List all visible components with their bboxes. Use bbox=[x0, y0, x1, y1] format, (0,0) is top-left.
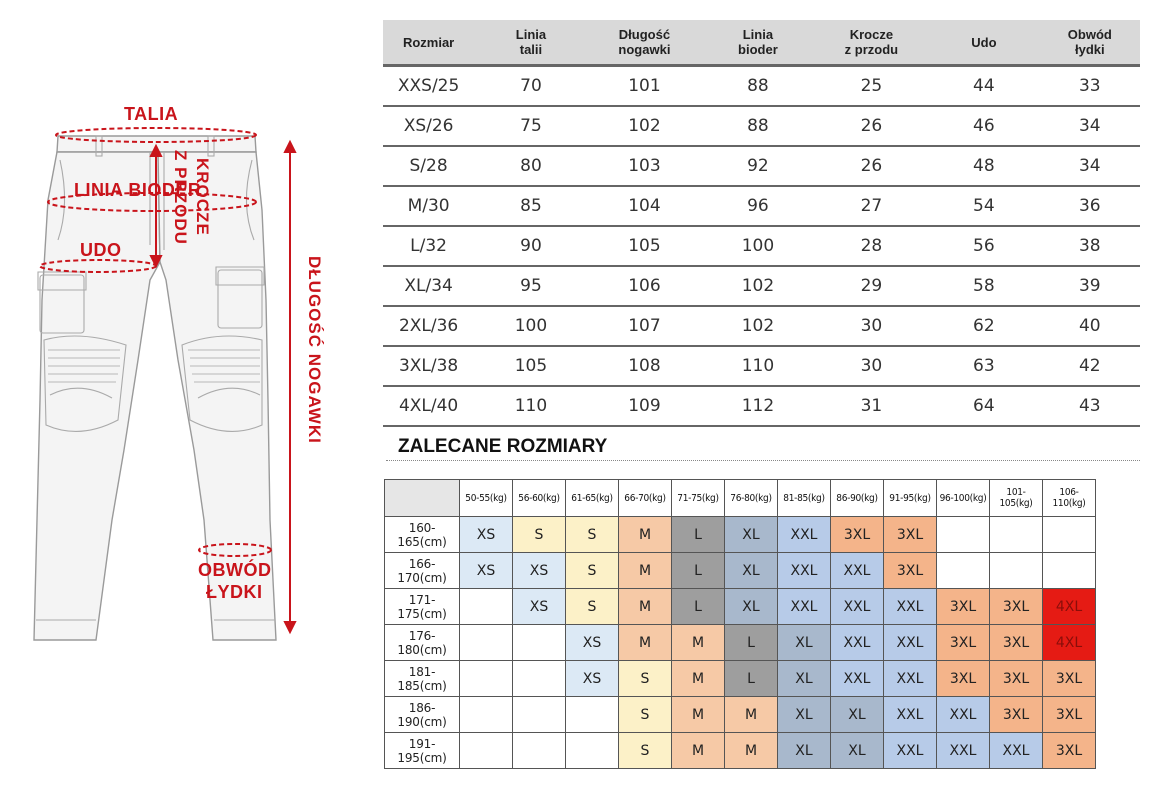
measurement-cell: 102 bbox=[701, 306, 814, 346]
measurement-cell: 36 bbox=[1040, 186, 1140, 226]
height-header-cell: 181-185(cm) bbox=[385, 661, 460, 697]
recommended-size-cell bbox=[513, 661, 566, 697]
header-waist: Linia talii bbox=[474, 20, 587, 66]
recommended-size-cell: S bbox=[566, 553, 619, 589]
pants-measurement-diagram bbox=[0, 0, 380, 789]
measurement-cell: 26 bbox=[815, 106, 928, 146]
measurement-cell: 46 bbox=[928, 106, 1039, 146]
weight-header-row bbox=[385, 480, 1096, 517]
recommended-size-cell: XXL bbox=[937, 733, 990, 769]
recommended-size-cell: 3XL bbox=[884, 517, 937, 553]
table-row bbox=[385, 517, 1096, 553]
measurement-cell: 27 bbox=[815, 186, 928, 226]
recommended-size-cell bbox=[937, 517, 990, 553]
recommended-size-cell: XXL bbox=[884, 733, 937, 769]
measurement-cell: 105 bbox=[474, 346, 587, 386]
recommended-size-cell: XS bbox=[513, 553, 566, 589]
recommended-size-cell bbox=[460, 625, 513, 661]
measurement-cell: 80 bbox=[474, 146, 587, 186]
recommended-size-cell bbox=[1043, 553, 1096, 589]
height-header-cell: 176-180(cm) bbox=[385, 625, 460, 661]
measurement-cell: 34 bbox=[1040, 146, 1140, 186]
left-leg bbox=[34, 152, 160, 640]
weight-header-cell: 66-70(kg) bbox=[619, 480, 672, 517]
measurement-cell: 102 bbox=[701, 266, 814, 306]
recommended-size-cell: XL bbox=[725, 517, 778, 553]
recommended-size-cell: L bbox=[725, 661, 778, 697]
measurement-cell: 112 bbox=[701, 386, 814, 426]
recommended-size-cell: XS bbox=[460, 553, 513, 589]
recommended-size-cell bbox=[990, 517, 1043, 553]
recommended-size-cell bbox=[566, 733, 619, 769]
measurement-cell: 26 bbox=[815, 146, 928, 186]
recommended-size-cell: M bbox=[672, 733, 725, 769]
measurement-cell: 34 bbox=[1040, 106, 1140, 146]
measurement-cell: 44 bbox=[928, 66, 1039, 107]
recommended-size-cell: M bbox=[672, 661, 725, 697]
size-chart-table bbox=[383, 20, 1140, 427]
recommended-size-cell: XXL bbox=[778, 553, 831, 589]
header-front-rise: Krocze z przodu bbox=[815, 20, 928, 66]
recommended-size-cell bbox=[513, 733, 566, 769]
table-row bbox=[385, 733, 1096, 769]
measurement-cell: 64 bbox=[928, 386, 1039, 426]
size-label-cell: S/28 bbox=[383, 146, 474, 186]
measurement-cell: 58 bbox=[928, 266, 1039, 306]
measurement-cell: 101 bbox=[588, 66, 701, 107]
measurement-cell: 56 bbox=[928, 226, 1039, 266]
measurement-cell: 107 bbox=[588, 306, 701, 346]
recommended-size-cell: 3XL bbox=[937, 625, 990, 661]
recommended-size-cell: XS bbox=[566, 625, 619, 661]
measurement-cell: 25 bbox=[815, 66, 928, 107]
front-label: Z PRZODU bbox=[171, 150, 190, 245]
measurement-cell: 40 bbox=[1040, 306, 1140, 346]
recommended-size-cell bbox=[460, 733, 513, 769]
weight-header-cell: 61-65(kg) bbox=[566, 480, 619, 517]
measurement-cell: 88 bbox=[701, 106, 814, 146]
height-header-cell: 186-190(cm) bbox=[385, 697, 460, 733]
measurement-cell: 28 bbox=[815, 226, 928, 266]
calf-label-line1: OBWÓD bbox=[198, 560, 272, 580]
recommended-size-cell: 3XL bbox=[1043, 733, 1096, 769]
measurement-cell: 33 bbox=[1040, 66, 1140, 107]
recommended-size-cell: S bbox=[566, 589, 619, 625]
recommended-size-cell: M bbox=[619, 589, 672, 625]
size-label-cell: XXS/25 bbox=[383, 66, 474, 107]
recommended-size-cell: XL bbox=[778, 733, 831, 769]
weight-header-cell: 56-60(kg) bbox=[513, 480, 566, 517]
recommended-size-cell: XXL bbox=[778, 589, 831, 625]
header-size: Rozmiar bbox=[383, 20, 474, 66]
recommended-size-cell: S bbox=[619, 697, 672, 733]
table-row bbox=[385, 553, 1096, 589]
weight-header-cell: 101-105(kg) bbox=[990, 480, 1043, 517]
recommended-size-cell: XXL bbox=[831, 661, 884, 697]
measurement-cell: 110 bbox=[701, 346, 814, 386]
thigh-label: UDO bbox=[80, 240, 122, 260]
table-row bbox=[383, 226, 1140, 266]
recommended-size-cell: 3XL bbox=[937, 589, 990, 625]
measurement-cell: 43 bbox=[1040, 386, 1140, 426]
recommended-size-cell: XXL bbox=[778, 517, 831, 553]
recommended-sizes-title: ZALECANE ROZMIARY bbox=[398, 436, 608, 457]
recommended-size-cell bbox=[513, 697, 566, 733]
recommended-size-cell: XL bbox=[778, 625, 831, 661]
size-label-cell: XL/34 bbox=[383, 266, 474, 306]
recommended-size-cell: XXL bbox=[831, 625, 884, 661]
recommended-size-cell: XL bbox=[778, 661, 831, 697]
table-row bbox=[383, 66, 1140, 107]
measurement-cell: 48 bbox=[928, 146, 1039, 186]
height-header-cell: 171-175(cm) bbox=[385, 589, 460, 625]
measurement-cell: 88 bbox=[701, 66, 814, 107]
measurement-cell: 105 bbox=[588, 226, 701, 266]
recommended-size-cell: XXL bbox=[937, 697, 990, 733]
height-header-cell: 160-165(cm) bbox=[385, 517, 460, 553]
recommended-size-cell: XXL bbox=[831, 553, 884, 589]
recommended-size-cell: S bbox=[566, 517, 619, 553]
recommended-size-cell: XXL bbox=[884, 661, 937, 697]
header-leg-length: Długość nogawki bbox=[588, 20, 701, 66]
recommended-size-cell: 3XL bbox=[1043, 697, 1096, 733]
header-calf: Obwód łydki bbox=[1040, 20, 1140, 66]
recommended-size-cell: XS bbox=[566, 661, 619, 697]
recommended-size-cell bbox=[1043, 517, 1096, 553]
recommended-size-cell: M bbox=[725, 697, 778, 733]
leg-length-label: DŁUGOŚĆ NOGAWKI bbox=[305, 256, 324, 444]
weight-header-cell: 81-85(kg) bbox=[778, 480, 831, 517]
weight-header-cell: 86-90(kg) bbox=[831, 480, 884, 517]
weight-header-cell: 50-55(kg) bbox=[460, 480, 513, 517]
recommended-size-cell: L bbox=[672, 517, 725, 553]
grid-corner-cell bbox=[385, 480, 460, 517]
measurement-cell: 75 bbox=[474, 106, 587, 146]
size-label-cell: L/32 bbox=[383, 226, 474, 266]
recommended-size-cell: 4XL bbox=[1043, 625, 1096, 661]
measurement-cell: 42 bbox=[1040, 346, 1140, 386]
recommended-size-cell: 3XL bbox=[990, 589, 1043, 625]
measurement-cell: 30 bbox=[815, 346, 928, 386]
recommended-size-cell: XS bbox=[513, 589, 566, 625]
recommended-size-cell: M bbox=[672, 697, 725, 733]
recommended-size-cell: XXL bbox=[884, 625, 937, 661]
size-label-cell: XS/26 bbox=[383, 106, 474, 146]
recommended-size-cell: S bbox=[619, 661, 672, 697]
measurement-cell: 96 bbox=[701, 186, 814, 226]
recommended-size-cell: 4XL bbox=[1043, 589, 1096, 625]
recommended-size-cell: M bbox=[619, 517, 672, 553]
measurement-cell: 92 bbox=[701, 146, 814, 186]
header-thigh: Udo bbox=[928, 20, 1039, 66]
recommended-size-cell: XXL bbox=[831, 589, 884, 625]
weight-header-cell: 71-75(kg) bbox=[672, 480, 725, 517]
recommended-size-cell: 3XL bbox=[884, 553, 937, 589]
recommended-size-cell: S bbox=[513, 517, 566, 553]
recommended-size-cell: XXL bbox=[884, 589, 937, 625]
table-row bbox=[383, 386, 1140, 426]
height-header-cell: 166-170(cm) bbox=[385, 553, 460, 589]
recommended-size-cell: 3XL bbox=[990, 625, 1043, 661]
recommended-size-cell bbox=[937, 553, 990, 589]
recommended-size-cell: 3XL bbox=[937, 661, 990, 697]
recommended-size-cell bbox=[990, 553, 1043, 589]
measurement-cell: 109 bbox=[588, 386, 701, 426]
size-label-cell: M/30 bbox=[383, 186, 474, 226]
measurement-cell: 110 bbox=[474, 386, 587, 426]
height-header-cell: 191-195(cm) bbox=[385, 733, 460, 769]
recommended-size-cell: 3XL bbox=[990, 661, 1043, 697]
table-row bbox=[383, 186, 1140, 226]
weight-header-cell: 106-110(kg) bbox=[1043, 480, 1096, 517]
recommended-size-cell: XXL bbox=[884, 697, 937, 733]
measurement-cell: 104 bbox=[588, 186, 701, 226]
table-row bbox=[383, 266, 1140, 306]
measurement-cell: 54 bbox=[928, 186, 1039, 226]
hip-line-label: LINIA BIODER bbox=[74, 180, 202, 200]
recommended-size-cell bbox=[513, 625, 566, 661]
table-row bbox=[385, 589, 1096, 625]
recommended-size-cell: XL bbox=[831, 697, 884, 733]
title-divider bbox=[386, 460, 1140, 461]
calf-label-line2: ŁYDKI bbox=[206, 582, 263, 602]
recommended-size-cell: L bbox=[672, 553, 725, 589]
recommended-size-cell: 3XL bbox=[831, 517, 884, 553]
recommended-size-cell bbox=[460, 589, 513, 625]
table-row bbox=[385, 661, 1096, 697]
measurement-cell: 100 bbox=[474, 306, 587, 346]
measurement-cell: 90 bbox=[474, 226, 587, 266]
recommended-size-cell: XL bbox=[725, 553, 778, 589]
measurement-cell: 70 bbox=[474, 66, 587, 107]
size-label-cell: 3XL/38 bbox=[383, 346, 474, 386]
weight-header-cell: 76-80(kg) bbox=[725, 480, 778, 517]
measurement-cell: 102 bbox=[588, 106, 701, 146]
recommended-size-cell bbox=[460, 697, 513, 733]
recommended-size-cell: S bbox=[619, 733, 672, 769]
table-row bbox=[383, 346, 1140, 386]
measurement-cell: 31 bbox=[815, 386, 928, 426]
recommended-size-cell: 3XL bbox=[990, 697, 1043, 733]
header-hips: Linia bioder bbox=[701, 20, 814, 66]
recommended-size-cell bbox=[460, 661, 513, 697]
crotch-label: KROCZE bbox=[193, 158, 212, 236]
recommended-size-cell: M bbox=[672, 625, 725, 661]
table-row bbox=[383, 306, 1140, 346]
table-row bbox=[383, 106, 1140, 146]
measurement-cell: 30 bbox=[815, 306, 928, 346]
recommended-size-cell: M bbox=[619, 553, 672, 589]
size-label-cell: 2XL/36 bbox=[383, 306, 474, 346]
recommended-size-cell: XL bbox=[725, 589, 778, 625]
size-label-cell: 4XL/40 bbox=[383, 386, 474, 426]
measurement-cell: 108 bbox=[588, 346, 701, 386]
measurement-cell: 62 bbox=[928, 306, 1039, 346]
recommended-size-cell: XL bbox=[778, 697, 831, 733]
weight-header-cell: 91-95(kg) bbox=[884, 480, 937, 517]
recommended-size-cell: 3XL bbox=[1043, 661, 1096, 697]
recommended-size-cell: L bbox=[672, 589, 725, 625]
weight-header-cell: 96-100(kg) bbox=[937, 480, 990, 517]
recommended-size-cell: L bbox=[725, 625, 778, 661]
measurement-cell: 103 bbox=[588, 146, 701, 186]
recommended-size-cell: M bbox=[619, 625, 672, 661]
table-row bbox=[385, 697, 1096, 733]
measurement-cell: 63 bbox=[928, 346, 1039, 386]
table-row bbox=[385, 625, 1096, 661]
waist-label: TALIA bbox=[124, 104, 179, 124]
measurement-cell: 38 bbox=[1040, 226, 1140, 266]
recommended-size-cell: XXL bbox=[990, 733, 1043, 769]
recommended-size-cell: XL bbox=[831, 733, 884, 769]
table-row bbox=[383, 146, 1140, 186]
recommended-size-cell bbox=[566, 697, 619, 733]
measurement-cell: 39 bbox=[1040, 266, 1140, 306]
recommended-size-cell: XS bbox=[460, 517, 513, 553]
measurement-cell: 100 bbox=[701, 226, 814, 266]
measurement-cell: 85 bbox=[474, 186, 587, 226]
recommended-sizes-grid bbox=[384, 479, 1096, 769]
measurement-cell: 95 bbox=[474, 266, 587, 306]
measurement-cell: 29 bbox=[815, 266, 928, 306]
recommended-size-cell: M bbox=[725, 733, 778, 769]
size-chart-header-row bbox=[383, 20, 1140, 66]
measurement-cell: 106 bbox=[588, 266, 701, 306]
